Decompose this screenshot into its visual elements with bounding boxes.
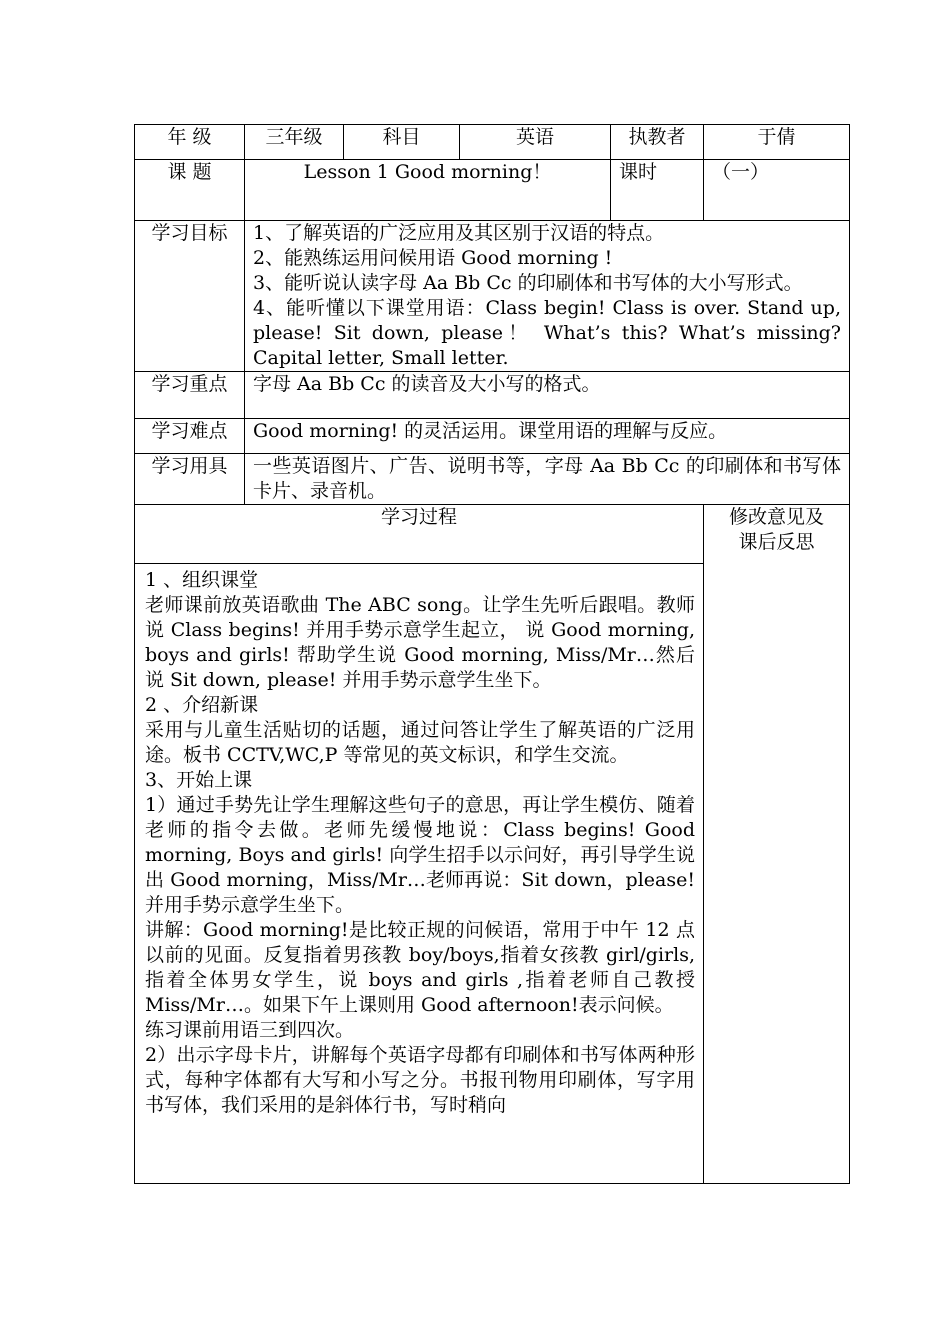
difficulties-row: [135, 419, 850, 454]
process-heading: 2 、介绍新课: [145, 694, 259, 716]
difficulties-label: 学习难点: [135, 419, 245, 454]
process-content: [135, 564, 704, 1184]
process-label: 学习过程: [135, 505, 704, 564]
objective-item: 4、能听懂以下课堂用语：Class begin! Class is over. Stand up, please! Sit down, please！ What’s this? What’s missing? Capital letter, Small letter.: [253, 297, 841, 369]
topic-row: [135, 160, 850, 221]
period-label: 课时: [611, 160, 704, 221]
key-points-label: 学习重点: [135, 372, 245, 419]
objective-item: 1、了解英语的广泛应用及其区别于汉语的特点。: [253, 222, 665, 244]
process-heading: 3、开始上课: [145, 769, 253, 791]
teacher-value: 于倩: [704, 125, 850, 160]
tools-value: 一些英语图片、广告、说明书等，字母 Aa Bb Cc 的印刷体和书写体卡片、录音机。: [245, 454, 850, 505]
process-paragraph: 1）通过手势先让学生理解这些句子的意思，再让学生模仿、随着老师的指令去做。老师先缓慢地说：Class begins! Good morning, Boys and girls! 向学生招手以示问好，再引导学生说出 Good morning，Miss/Mr…老师再说：Sit down，please!并用手势示意学生坐下。: [145, 794, 695, 916]
process-paragraph: 练习课前用语三到四次。: [145, 1019, 355, 1041]
key-points-value: 字母 Aa Bb Cc 的读音及大小写的格式。: [245, 372, 850, 419]
objectives-content: [245, 221, 850, 372]
process-paragraph: 2）出示字母卡片，讲解每个英语字母都有印刷体和书写体两种形式，每种字体都有大写和小写之分。书报刊物用印刷体，写字用书写体，我们采用的是斜体行书，写时稍向: [145, 1044, 695, 1116]
process-header-row: [135, 505, 850, 564]
difficulties-value: Good morning! 的灵活运用。课堂用语的理解与反应。: [245, 419, 850, 454]
topic-value: Lesson 1 Good morning！: [245, 160, 611, 221]
lesson-plan-table: [134, 124, 850, 1184]
key-points-row: [135, 372, 850, 419]
objectives-row: [135, 221, 850, 372]
process-paragraph: 老师课前放英语歌曲 The ABC song。让学生先听后跟唱。教师说 Class begins! 并用手势示意学生起立， 说 Good morning, boys and girls! 帮助学生说 Good morning, Miss/Mr…然后说 Sit down, please! 并用手势示意学生坐下。: [145, 594, 695, 691]
subject-label: 科目: [344, 125, 460, 160]
tools-row: [135, 454, 850, 505]
grade-label: 年 级: [135, 125, 245, 160]
objectives-label: 学习目标: [135, 221, 245, 372]
teacher-label: 执教者: [611, 125, 704, 160]
topic-label: 课 题: [135, 160, 245, 221]
process-heading: 1 、组织课堂: [145, 569, 259, 591]
subject-value: 英语: [460, 125, 611, 160]
header-row: [135, 125, 850, 160]
objective-item: 3、能听说认读字母 Aa Bb Cc 的印刷体和书写体的大小写形式。: [253, 272, 803, 294]
process-paragraph: 采用与儿童生活贴切的话题，通过问答让学生了解英语的广泛用途。板书 CCTV,WC,P 等常见的英文标识，和学生交流。: [145, 719, 695, 766]
notes-label: 修改意见及课后反思: [704, 505, 850, 1184]
grade-value: 三年级: [245, 125, 344, 160]
process-paragraph: 讲解：Good morning!是比较正规的问候语，常用于中午 12 点以前的见面。反复指着男孩教 boy/boys,指着女孩教 girl/girls,指着全体男女学生，说 boys and girls ,指着老师自己教授 Miss/Mr…。如果下午上课则用 Good afternoon!表示问候。: [145, 919, 695, 1016]
period-value: （一）: [704, 160, 850, 221]
objective-item: 2、能熟练运用问候用语 Good morning !: [253, 247, 613, 269]
tools-label: 学习用具: [135, 454, 245, 505]
